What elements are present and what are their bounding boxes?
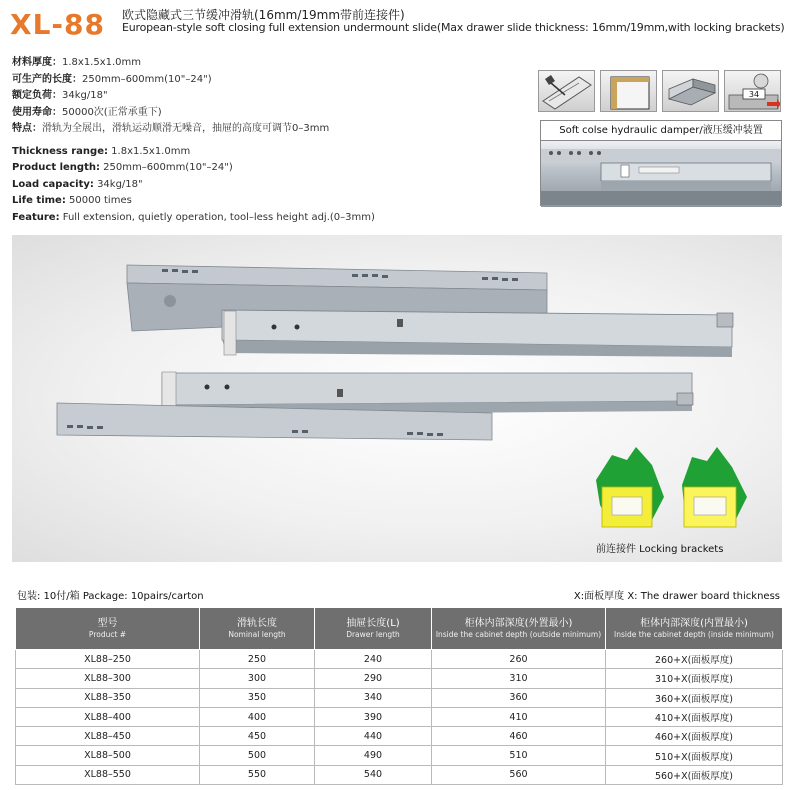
column-header: 型号 Product #: [16, 608, 200, 650]
title-english: European-style soft closing full extension undermount slide(Max drawer slide thickness: 16mm/19mm,with locking brackets): [122, 21, 785, 34]
column-header: 抽屉长度(L) Drawer length: [315, 608, 432, 650]
lower-slide: [57, 372, 693, 440]
table-cell: 560+X(面板厚度): [606, 765, 783, 784]
spec-value: Full extension, quietly operation, tool–less height adj.(0–3mm): [62, 211, 375, 223]
spec-line: [12, 105, 532, 122]
feature-icons: [538, 70, 783, 116]
spec-key: 特点：: [12, 123, 42, 134]
spec-key: Feature:: [12, 211, 60, 223]
spec-value: 滑轨为全展出，滑轨运动顺滑无噪音，抽屉的高度可调节0–3mm: [42, 123, 330, 134]
table-cell: XL88–300: [16, 669, 200, 688]
spec-line: [12, 193, 532, 210]
column-header: 滑轨长度 Nominal length: [200, 608, 315, 650]
spec-list: [12, 55, 532, 226]
table-cell: 410+X(面板厚度): [606, 707, 783, 726]
table-cell: 250: [200, 650, 315, 669]
header: [10, 4, 785, 44]
damper-callout: [540, 120, 782, 206]
spec-line: [12, 177, 532, 194]
x-note: X:面板厚度 X: The drawer board thickness: [573, 591, 780, 602]
table-cell: 310: [432, 669, 606, 688]
spec-line: [12, 88, 532, 105]
table-cell: 360+X(面板厚度): [606, 688, 783, 707]
spec-line: [12, 121, 532, 138]
table-cell: 310+X(面板厚度): [606, 669, 783, 688]
spec-key: 可生产的长度：: [12, 73, 82, 85]
table-cell: 340: [315, 688, 432, 707]
column-header: 柜体内部深度(外置最小) Inside the cabinet depth (outside minimum): [432, 608, 606, 650]
spec-key: Load capacity:: [12, 178, 94, 190]
model-number: XL-88: [10, 8, 106, 41]
damper-photo: [541, 141, 781, 207]
table-row: [16, 707, 783, 726]
spec-line: [12, 160, 532, 177]
spec-value: 250mm–600mm(10"–24"): [103, 162, 233, 173]
spec-key: 材料厚度：: [12, 57, 62, 68]
table-cell: 510: [432, 746, 606, 765]
spec-value: 34kg/18": [97, 178, 143, 190]
spec-value: 50000 times: [69, 195, 132, 206]
table-cell: XL88–250: [16, 650, 200, 669]
table-cell: XL88–500: [16, 746, 200, 765]
table-cell: 390: [315, 707, 432, 726]
table-row: [16, 727, 783, 746]
table-cell: 500: [200, 746, 315, 765]
table-row: [16, 650, 783, 669]
table-cell: 540: [315, 765, 432, 784]
bracket-caption: 前连接件 Locking brackets: [596, 544, 724, 555]
table-cell: XL88–450: [16, 727, 200, 746]
table-cell: 410: [432, 707, 606, 726]
spec-line: [12, 72, 532, 89]
table-cell: 350: [200, 688, 315, 707]
table-cell: 510+X(面板厚度): [606, 746, 783, 765]
spec-value: 250mm–600mm(10"–24"): [82, 73, 212, 85]
product-photo: [12, 235, 782, 562]
table-cell: XL88–550: [16, 765, 200, 784]
table-cell: 240: [315, 650, 432, 669]
table-cell: 450: [200, 727, 315, 746]
table-cell: 260: [432, 650, 606, 669]
spec-key: Life time:: [12, 195, 66, 206]
green-bracket-icon: [596, 447, 664, 527]
spec-value: 1.8x1.5x1.0mm: [62, 57, 142, 68]
measure-value: 34: [748, 90, 760, 99]
depth-measure-icon: [724, 70, 781, 112]
table-cell: 260+X(面板厚度): [606, 650, 783, 669]
table-row: [16, 688, 783, 707]
table-row: [16, 669, 783, 688]
table-cell: 440: [315, 727, 432, 746]
table-cell: XL88–350: [16, 688, 200, 707]
table-cell: 460+X(面板厚度): [606, 727, 783, 746]
table-cell: 290: [315, 669, 432, 688]
slide-rail-icon: [662, 70, 719, 112]
thickness-gauge-icon: [538, 70, 595, 112]
yellow-bracket-icon: [682, 447, 747, 527]
spec-table: [15, 607, 783, 785]
column-header: 柜体内部深度(内置最小) Inside the cabinet depth (inside minimum): [606, 608, 783, 650]
table-cell: 490: [315, 746, 432, 765]
spec-key: Thickness range:: [12, 145, 108, 157]
spec-value: 34kg/18": [62, 90, 108, 101]
upper-slide: [127, 265, 733, 357]
table-cell: 560: [432, 765, 606, 784]
damper-label: Soft colse hydraulic damper/液压缓冲装置: [541, 121, 781, 141]
table-cell: XL88–400: [16, 707, 200, 726]
package-info: 包装: 10付/箱 Package: 10pairs/carton: [17, 591, 204, 602]
spec-line: [12, 144, 532, 161]
spec-key: 额定负荷：: [12, 90, 62, 101]
spec-line: [12, 55, 532, 72]
table-header-row: [16, 608, 783, 650]
table-cell: 400: [200, 707, 315, 726]
table-row: [16, 765, 783, 784]
cabinet-corner-icon: [600, 70, 657, 112]
table-cell: 460: [432, 727, 606, 746]
spec-key: Product length:: [12, 162, 100, 173]
spec-value: 50000次(正常承重下): [62, 106, 162, 118]
table-cell: 360: [432, 688, 606, 707]
table-cell: 550: [200, 765, 315, 784]
spec-value: 1.8x1.5x1.0mm: [111, 145, 191, 157]
spec-key: 使用寿命：: [12, 106, 62, 118]
spec-line: [12, 210, 532, 227]
title-chinese: 欧式隐藏式三节缓冲滑轨(16mm/19mm带前连接件): [122, 8, 405, 22]
table-cell: 300: [200, 669, 315, 688]
table-row: [16, 746, 783, 765]
